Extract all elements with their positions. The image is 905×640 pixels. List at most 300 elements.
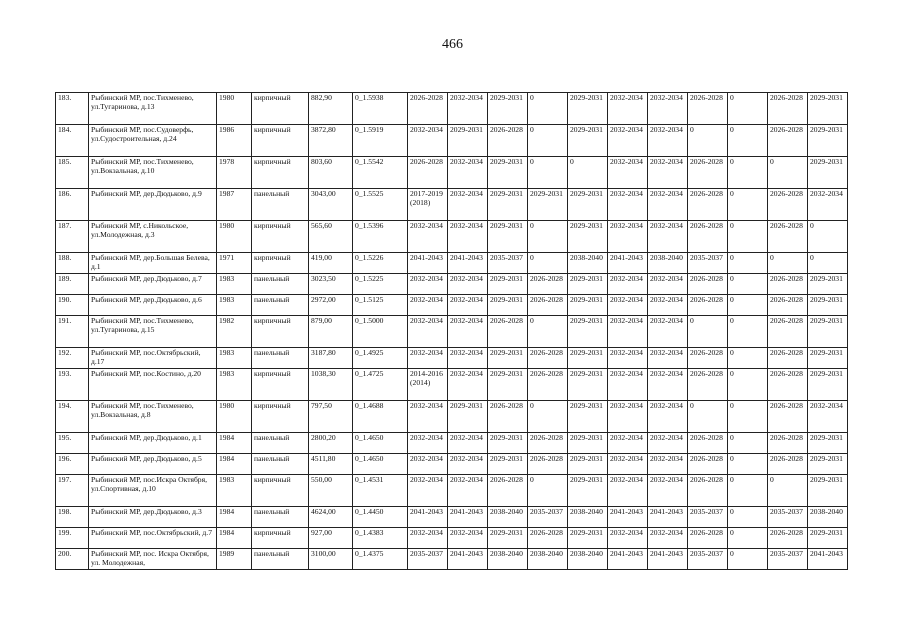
period-7-cell: 2032-2034 <box>648 433 688 454</box>
year-built-cell: 1984 <box>217 454 252 475</box>
year-built-cell: 1982 <box>217 316 252 348</box>
period-1-cell: 2032-2034 <box>408 274 448 295</box>
rating-code-cell: 0_1.4650 <box>353 433 408 454</box>
period-6-cell: 2032-2034 <box>608 369 648 401</box>
address-cell: Рыбинский МР, пос.Октябрьский, д.7 <box>89 528 217 549</box>
address-cell: Рыбинский МР, дер.Большая Белева, д.1 <box>89 253 217 274</box>
total-area-cell: 3187,80 <box>309 348 353 369</box>
row-number-cell: 191. <box>56 316 89 348</box>
row-number-cell: 193. <box>56 369 89 401</box>
period-7-cell: 2032-2034 <box>648 157 688 189</box>
period-6-cell: 2032-2034 <box>608 295 648 316</box>
period-8-cell: 0 <box>688 401 728 433</box>
period-2-cell: 2032-2034 <box>448 221 488 253</box>
period-1-cell: 2032-2034 <box>408 475 448 507</box>
period-2-cell: 2032-2034 <box>448 93 488 125</box>
period-10-cell: 2026-2028 <box>768 274 808 295</box>
year-built-cell: 1986 <box>217 125 252 157</box>
year-built-cell: 1983 <box>217 475 252 507</box>
rating-code-cell: 0_1.4375 <box>353 549 408 570</box>
period-9-cell: 0 <box>728 295 768 316</box>
period-10-cell: 2026-2028 <box>768 433 808 454</box>
period-6-cell: 2032-2034 <box>608 433 648 454</box>
period-11-cell: 2029-2031 <box>808 316 848 348</box>
period-2-cell: 2032-2034 <box>448 157 488 189</box>
period-8-cell: 2026-2028 <box>688 348 728 369</box>
table-row <box>56 401 848 433</box>
period-10-cell: 0 <box>768 253 808 274</box>
period-1-cell: 2032-2034 <box>408 401 448 433</box>
period-8-cell: 2026-2028 <box>688 274 728 295</box>
period-8-cell: 2026-2028 <box>688 93 728 125</box>
address-cell: Рыбинский МР, пос.Костино, д.20 <box>89 369 217 401</box>
period-3-cell: 2029-2031 <box>488 295 528 316</box>
period-10-cell: 2026-2028 <box>768 369 808 401</box>
period-11-cell: 2032-2034 <box>808 189 848 221</box>
period-9-cell: 0 <box>728 369 768 401</box>
address-cell: Рыбинский МР, дер.Дюдьково, д.1 <box>89 433 217 454</box>
period-11-cell: 0 <box>808 221 848 253</box>
period-3-cell: 2038-2040 <box>488 549 528 570</box>
total-area-cell: 797,50 <box>309 401 353 433</box>
table-row <box>56 507 848 528</box>
total-area-cell: 2800,20 <box>309 433 353 454</box>
period-8-cell: 2035-2037 <box>688 507 728 528</box>
period-10-cell: 0 <box>768 157 808 189</box>
period-11-cell: 2029-2031 <box>808 433 848 454</box>
period-9-cell: 0 <box>728 528 768 549</box>
period-10-cell: 0 <box>768 475 808 507</box>
row-number-cell: 194. <box>56 401 89 433</box>
table-row <box>56 189 848 221</box>
period-10-cell: 2026-2028 <box>768 189 808 221</box>
period-4-cell: 2026-2028 <box>528 295 568 316</box>
total-area-cell: 882,90 <box>309 93 353 125</box>
rating-code-cell: 0_1.5396 <box>353 221 408 253</box>
wall-material-cell: кирпичный <box>252 369 309 401</box>
year-built-cell: 1984 <box>217 433 252 454</box>
period-10-cell: 2026-2028 <box>768 528 808 549</box>
period-2-cell: 2032-2034 <box>448 274 488 295</box>
period-3-cell: 2038-2040 <box>488 507 528 528</box>
period-8-cell: 2026-2028 <box>688 454 728 475</box>
year-built-cell: 1980 <box>217 401 252 433</box>
period-2-cell: 2032-2034 <box>448 189 488 221</box>
year-built-cell: 1980 <box>217 93 252 125</box>
period-7-cell: 2041-2043 <box>648 549 688 570</box>
period-1-cell: 2035-2037 <box>408 549 448 570</box>
period-8-cell: 2026-2028 <box>688 475 728 507</box>
period-3-cell: 2026-2028 <box>488 125 528 157</box>
period-5-cell: 2029-2031 <box>568 316 608 348</box>
period-9-cell: 0 <box>728 189 768 221</box>
year-built-cell: 1971 <box>217 253 252 274</box>
period-1-cell: 2026-2028 <box>408 157 448 189</box>
address-cell: Рыбинский МР, дер.Дюдьково, д.3 <box>89 507 217 528</box>
year-built-cell: 1984 <box>217 507 252 528</box>
housing-repair-table <box>55 92 848 570</box>
period-4-cell: 2026-2028 <box>528 454 568 475</box>
period-4-cell: 2026-2028 <box>528 433 568 454</box>
wall-material-cell: кирпичный <box>252 528 309 549</box>
row-number-cell: 190. <box>56 295 89 316</box>
period-5-cell: 2029-2031 <box>568 433 608 454</box>
address-cell: Рыбинский МР, пос.Тихменево, ул.Тугаринова, д.13 <box>89 93 217 125</box>
period-4-cell: 0 <box>528 93 568 125</box>
period-9-cell: 0 <box>728 221 768 253</box>
period-4-cell: 2026-2028 <box>528 369 568 401</box>
period-4-cell: 0 <box>528 316 568 348</box>
period-10-cell: 2026-2028 <box>768 295 808 316</box>
period-7-cell: 2032-2034 <box>648 475 688 507</box>
period-2-cell: 2032-2034 <box>448 348 488 369</box>
period-11-cell: 2038-2040 <box>808 507 848 528</box>
period-9-cell: 0 <box>728 549 768 570</box>
year-built-cell: 1984 <box>217 528 252 549</box>
year-built-cell: 1978 <box>217 157 252 189</box>
period-8-cell: 2026-2028 <box>688 433 728 454</box>
period-9-cell: 0 <box>728 274 768 295</box>
period-6-cell: 2032-2034 <box>608 125 648 157</box>
period-4-cell: 2026-2028 <box>528 528 568 549</box>
period-6-cell: 2032-2034 <box>608 348 648 369</box>
period-5-cell: 2029-2031 <box>568 274 608 295</box>
table-row <box>56 221 848 253</box>
period-8-cell: 2026-2028 <box>688 221 728 253</box>
year-built-cell: 1989 <box>217 549 252 570</box>
period-5-cell: 2029-2031 <box>568 348 608 369</box>
rating-code-cell: 0_1.5125 <box>353 295 408 316</box>
period-7-cell: 2038-2040 <box>648 253 688 274</box>
address-cell: Рыбинский МР, дер.Дюдьково, д.5 <box>89 454 217 475</box>
period-7-cell: 2032-2034 <box>648 401 688 433</box>
period-6-cell: 2032-2034 <box>608 454 648 475</box>
period-10-cell: 2026-2028 <box>768 348 808 369</box>
row-number-cell: 199. <box>56 528 89 549</box>
total-area-cell: 927,00 <box>309 528 353 549</box>
period-8-cell: 0 <box>688 125 728 157</box>
period-3-cell: 2029-2031 <box>488 528 528 549</box>
period-5-cell: 2029-2031 <box>568 221 608 253</box>
period-1-cell: 2032-2034 <box>408 348 448 369</box>
period-9-cell: 0 <box>728 316 768 348</box>
wall-material-cell: панельный <box>252 454 309 475</box>
row-number-cell: 192. <box>56 348 89 369</box>
row-number-cell: 197. <box>56 475 89 507</box>
rating-code-cell: 0_1.4725 <box>353 369 408 401</box>
period-5-cell: 2029-2031 <box>568 189 608 221</box>
period-5-cell: 2029-2031 <box>568 125 608 157</box>
period-11-cell: 2029-2031 <box>808 454 848 475</box>
period-10-cell: 2026-2028 <box>768 221 808 253</box>
period-6-cell: 2041-2043 <box>608 549 648 570</box>
period-7-cell: 2032-2034 <box>648 528 688 549</box>
period-7-cell: 2032-2034 <box>648 454 688 475</box>
period-7-cell: 2032-2034 <box>648 221 688 253</box>
period-11-cell: 2029-2031 <box>808 93 848 125</box>
period-7-cell: 2032-2034 <box>648 125 688 157</box>
period-4-cell: 0 <box>528 253 568 274</box>
period-11-cell: 2029-2031 <box>808 125 848 157</box>
rating-code-cell: 0_1.5919 <box>353 125 408 157</box>
row-number-cell: 189. <box>56 274 89 295</box>
period-5-cell: 2038-2040 <box>568 253 608 274</box>
year-built-cell: 1987 <box>217 189 252 221</box>
period-5-cell: 2029-2031 <box>568 475 608 507</box>
address-cell: Рыбинский МР, пос.Искра Октября, ул.Спортивная, д.10 <box>89 475 217 507</box>
period-9-cell: 0 <box>728 253 768 274</box>
address-cell: Рыбинский МР, дер.Дюдьково, д.7 <box>89 274 217 295</box>
year-built-cell: 1980 <box>217 221 252 253</box>
period-5-cell: 2029-2031 <box>568 295 608 316</box>
rating-code-cell: 0_1.5525 <box>353 189 408 221</box>
period-1-cell: 2032-2034 <box>408 221 448 253</box>
period-5-cell: 2038-2040 <box>568 507 608 528</box>
row-number-cell: 187. <box>56 221 89 253</box>
period-8-cell: 0 <box>688 316 728 348</box>
period-10-cell: 2026-2028 <box>768 93 808 125</box>
period-2-cell: 2041-2043 <box>448 549 488 570</box>
period-9-cell: 0 <box>728 93 768 125</box>
period-1-cell: 2032-2034 <box>408 528 448 549</box>
table-row <box>56 475 848 507</box>
period-3-cell: 2029-2031 <box>488 221 528 253</box>
period-11-cell: 2029-2031 <box>808 475 848 507</box>
period-1-cell: 2041-2043 <box>408 253 448 274</box>
rating-code-cell: 0_1.4650 <box>353 454 408 475</box>
address-cell: Рыбинский МР, дер.Дюдьково, д.9 <box>89 189 217 221</box>
wall-material-cell: панельный <box>252 348 309 369</box>
period-1-cell: 2032-2034 <box>408 454 448 475</box>
wall-material-cell: кирпичный <box>252 475 309 507</box>
period-2-cell: 2032-2034 <box>448 528 488 549</box>
period-11-cell: 0 <box>808 253 848 274</box>
row-number-cell: 184. <box>56 125 89 157</box>
period-7-cell: 2032-2034 <box>648 348 688 369</box>
total-area-cell: 3100,00 <box>309 549 353 570</box>
period-2-cell: 2029-2031 <box>448 401 488 433</box>
period-9-cell: 0 <box>728 157 768 189</box>
wall-material-cell: кирпичный <box>252 316 309 348</box>
period-3-cell: 2026-2028 <box>488 475 528 507</box>
period-6-cell: 2041-2043 <box>608 507 648 528</box>
period-6-cell: 2032-2034 <box>608 274 648 295</box>
period-2-cell: 2032-2034 <box>448 295 488 316</box>
period-5-cell: 2029-2031 <box>568 454 608 475</box>
period-1-cell: 2041-2043 <box>408 507 448 528</box>
period-9-cell: 0 <box>728 401 768 433</box>
wall-material-cell: панельный <box>252 274 309 295</box>
wall-material-cell: панельный <box>252 189 309 221</box>
row-number-cell: 183. <box>56 93 89 125</box>
period-4-cell: 2035-2037 <box>528 507 568 528</box>
address-cell: Рыбинский МР, дер.Дюдьково, д.6 <box>89 295 217 316</box>
total-area-cell: 879,00 <box>309 316 353 348</box>
period-8-cell: 2026-2028 <box>688 189 728 221</box>
row-number-cell: 188. <box>56 253 89 274</box>
period-9-cell: 0 <box>728 348 768 369</box>
period-9-cell: 0 <box>728 454 768 475</box>
table-row <box>56 93 848 125</box>
rating-code-cell: 0_1.4450 <box>353 507 408 528</box>
table-row <box>56 454 848 475</box>
period-1-cell: 2032-2034 <box>408 295 448 316</box>
wall-material-cell: кирпичный <box>252 93 309 125</box>
period-6-cell: 2041-2043 <box>608 253 648 274</box>
year-built-cell: 1983 <box>217 369 252 401</box>
period-8-cell: 2035-2037 <box>688 549 728 570</box>
wall-material-cell: кирпичный <box>252 401 309 433</box>
period-7-cell: 2032-2034 <box>648 369 688 401</box>
period-6-cell: 2032-2034 <box>608 221 648 253</box>
period-4-cell: 2026-2028 <box>528 274 568 295</box>
address-cell: Рыбинский МР, пос.Тихменево, ул.Тугаринова, д.15 <box>89 316 217 348</box>
table-row <box>56 369 848 401</box>
period-1-cell: 2017-2019 (2018) <box>408 189 448 221</box>
period-2-cell: 2032-2034 <box>448 369 488 401</box>
period-1-cell: 2032-2034 <box>408 316 448 348</box>
year-built-cell: 1983 <box>217 348 252 369</box>
period-3-cell: 2029-2031 <box>488 157 528 189</box>
table-row <box>56 316 848 348</box>
period-3-cell: 2026-2028 <box>488 316 528 348</box>
rating-code-cell: 0_1.5225 <box>353 274 408 295</box>
period-7-cell: 2032-2034 <box>648 274 688 295</box>
period-3-cell: 2029-2031 <box>488 369 528 401</box>
period-8-cell: 2026-2028 <box>688 369 728 401</box>
table-body <box>56 93 848 570</box>
table-row <box>56 274 848 295</box>
address-cell: Рыбинский МР, пос.Тихменево, ул.Вокзальная, д.10 <box>89 157 217 189</box>
period-11-cell: 2029-2031 <box>808 295 848 316</box>
total-area-cell: 803,60 <box>309 157 353 189</box>
table-row <box>56 253 848 274</box>
period-8-cell: 2026-2028 <box>688 295 728 316</box>
period-2-cell: 2041-2043 <box>448 253 488 274</box>
period-10-cell: 2035-2037 <box>768 549 808 570</box>
period-2-cell: 2032-2034 <box>448 475 488 507</box>
total-area-cell: 3023,50 <box>309 274 353 295</box>
wall-material-cell: кирпичный <box>252 125 309 157</box>
period-6-cell: 2032-2034 <box>608 528 648 549</box>
period-8-cell: 2035-2037 <box>688 253 728 274</box>
page-number: 466 <box>442 37 463 52</box>
table-row <box>56 295 848 316</box>
period-10-cell: 2026-2028 <box>768 401 808 433</box>
wall-material-cell: панельный <box>252 295 309 316</box>
period-6-cell: 2032-2034 <box>608 401 648 433</box>
period-8-cell: 2026-2028 <box>688 528 728 549</box>
period-11-cell: 2041-2043 <box>808 549 848 570</box>
year-built-cell: 1983 <box>217 295 252 316</box>
period-10-cell: 2026-2028 <box>768 125 808 157</box>
total-area-cell: 1038,30 <box>309 369 353 401</box>
period-9-cell: 0 <box>728 433 768 454</box>
period-3-cell: 2029-2031 <box>488 433 528 454</box>
total-area-cell: 419,00 <box>309 253 353 274</box>
period-3-cell: 2029-2031 <box>488 93 528 125</box>
total-area-cell: 4511,80 <box>309 454 353 475</box>
wall-material-cell: панельный <box>252 549 309 570</box>
period-9-cell: 0 <box>728 475 768 507</box>
period-9-cell: 0 <box>728 507 768 528</box>
total-area-cell: 3872,80 <box>309 125 353 157</box>
period-5-cell: 2029-2031 <box>568 528 608 549</box>
period-2-cell: 2041-2043 <box>448 507 488 528</box>
rating-code-cell: 0_1.5226 <box>353 253 408 274</box>
period-7-cell: 2032-2034 <box>648 93 688 125</box>
period-4-cell: 0 <box>528 401 568 433</box>
period-7-cell: 2032-2034 <box>648 316 688 348</box>
period-10-cell: 2035-2037 <box>768 507 808 528</box>
wall-material-cell: панельный <box>252 433 309 454</box>
period-5-cell: 2029-2031 <box>568 369 608 401</box>
row-number-cell: 200. <box>56 549 89 570</box>
rating-code-cell: 0_1.4688 <box>353 401 408 433</box>
period-3-cell: 2029-2031 <box>488 454 528 475</box>
period-11-cell: 2032-2034 <box>808 401 848 433</box>
table-row <box>56 348 848 369</box>
table-row <box>56 125 848 157</box>
total-area-cell: 4624,00 <box>309 507 353 528</box>
period-3-cell: 2029-2031 <box>488 274 528 295</box>
total-area-cell: 565,60 <box>309 221 353 253</box>
period-11-cell: 2029-2031 <box>808 528 848 549</box>
total-area-cell: 550,00 <box>309 475 353 507</box>
table-row <box>56 433 848 454</box>
table-row <box>56 549 848 570</box>
period-2-cell: 2032-2034 <box>448 316 488 348</box>
total-area-cell: 2972,00 <box>309 295 353 316</box>
period-7-cell: 2032-2034 <box>648 295 688 316</box>
period-11-cell: 2029-2031 <box>808 369 848 401</box>
row-number-cell: 186. <box>56 189 89 221</box>
period-11-cell: 2029-2031 <box>808 157 848 189</box>
rating-code-cell: 0_1.5938 <box>353 93 408 125</box>
period-4-cell: 0 <box>528 475 568 507</box>
period-1-cell: 2032-2034 <box>408 125 448 157</box>
period-1-cell: 2032-2034 <box>408 433 448 454</box>
address-cell: Рыбинский МР, пос.Судоверфь, ул.Судостроительная, д.24 <box>89 125 217 157</box>
total-area-cell: 3043,00 <box>309 189 353 221</box>
period-2-cell: 2029-2031 <box>448 125 488 157</box>
address-cell: Рыбинский МР, пос.Октябрьский, д.17 <box>89 348 217 369</box>
address-cell: Рыбинский МР, с.Никольское, ул.Молодежная, д.3 <box>89 221 217 253</box>
period-10-cell: 2026-2028 <box>768 316 808 348</box>
row-number-cell: 196. <box>56 454 89 475</box>
row-number-cell: 185. <box>56 157 89 189</box>
period-7-cell: 2041-2043 <box>648 507 688 528</box>
period-4-cell: 2038-2040 <box>528 549 568 570</box>
address-cell: Рыбинский МР, пос. Искра Октября, ул. Молодежная, <box>89 549 217 570</box>
period-5-cell: 2029-2031 <box>568 93 608 125</box>
period-4-cell: 0 <box>528 157 568 189</box>
period-1-cell: 2026-2028 <box>408 93 448 125</box>
period-6-cell: 2032-2034 <box>608 157 648 189</box>
period-3-cell: 2026-2028 <box>488 401 528 433</box>
period-4-cell: 2029-2031 <box>528 189 568 221</box>
wall-material-cell: панельный <box>252 507 309 528</box>
period-3-cell: 2029-2031 <box>488 189 528 221</box>
period-1-cell: 2014-2016 (2014) <box>408 369 448 401</box>
rating-code-cell: 0_1.5000 <box>353 316 408 348</box>
period-3-cell: 2029-2031 <box>488 348 528 369</box>
period-5-cell: 0 <box>568 157 608 189</box>
period-7-cell: 2032-2034 <box>648 189 688 221</box>
period-9-cell: 0 <box>728 125 768 157</box>
wall-material-cell: кирпичный <box>252 157 309 189</box>
rating-code-cell: 0_1.5542 <box>353 157 408 189</box>
